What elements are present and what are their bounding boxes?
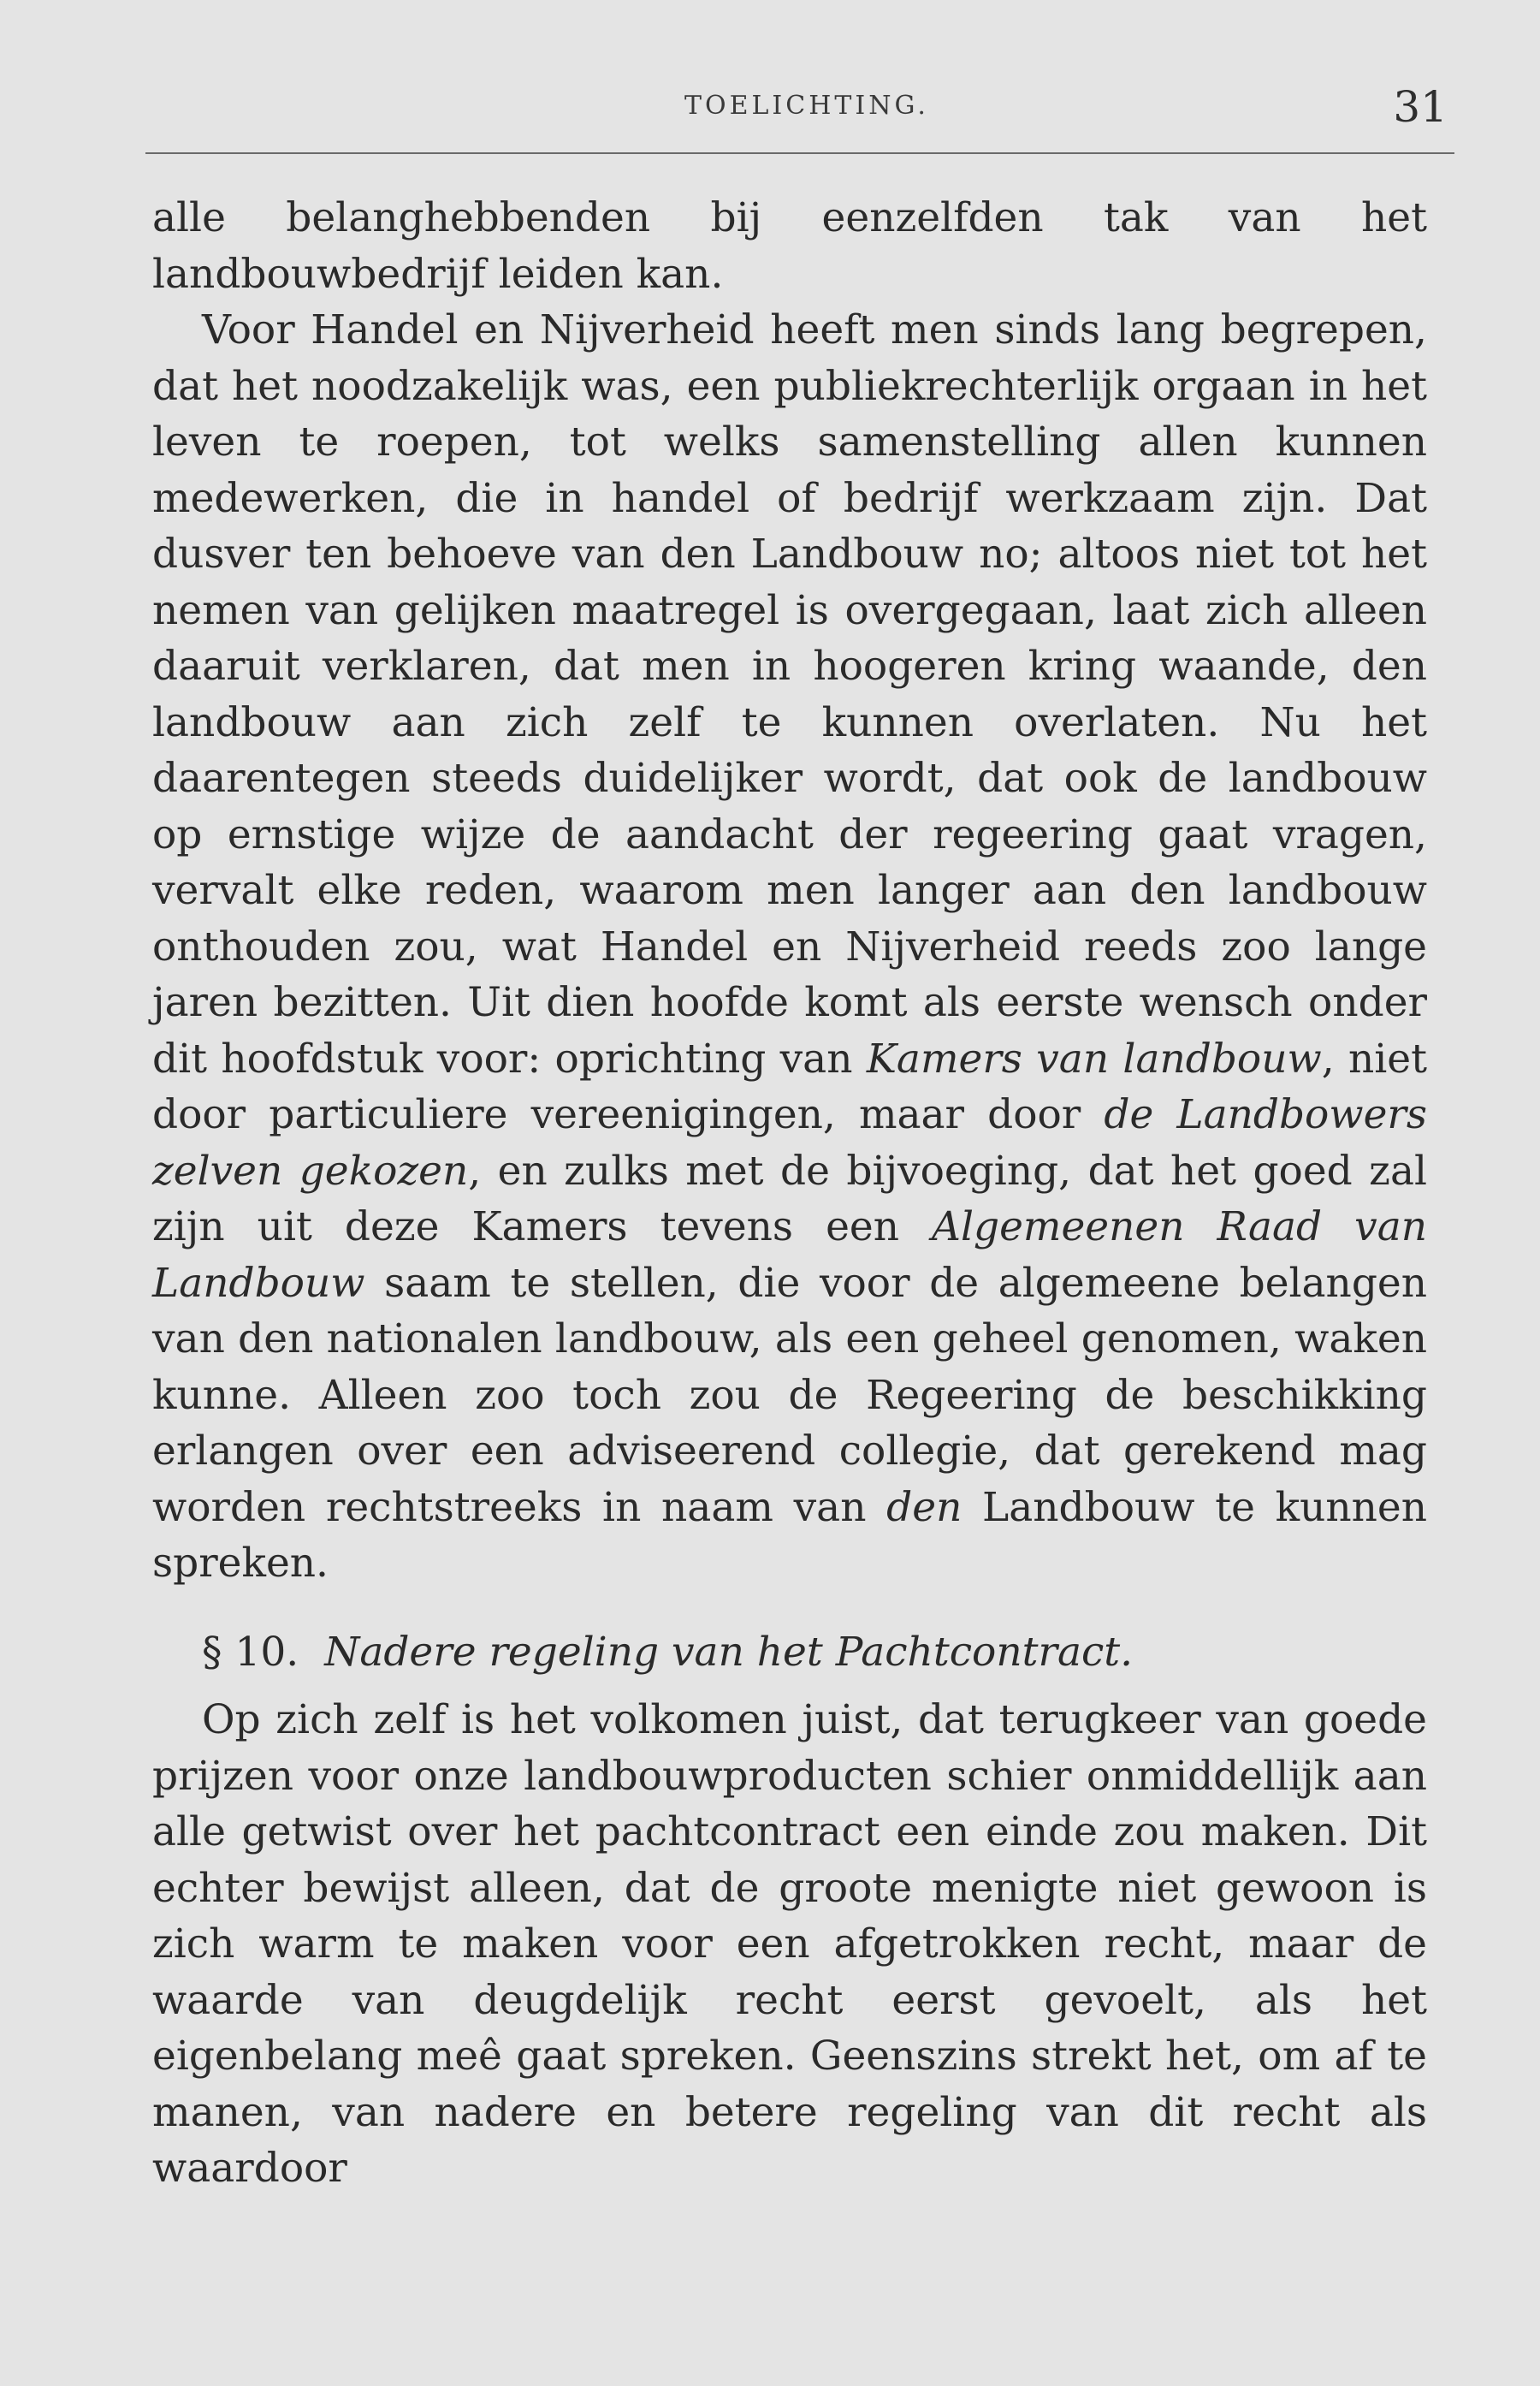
paragraph	[152, 190, 1427, 302]
running-title: TOELICHTING.	[684, 91, 929, 121]
section-title: Nadere regeling van het Pachtcontract.	[324, 1628, 1134, 1676]
header-rule	[145, 152, 1454, 154]
body-text	[152, 190, 1427, 2197]
text-segment: , en zulks met de bijvoeging, dat het goed zal zijn uit deze Kamers tevens een	[152, 1147, 1427, 1250]
italic-segment: Algemeenen Raad van Landbouw	[152, 1203, 1428, 1307]
paragraph	[152, 1692, 1427, 2197]
text-segment: , niet door particuliere vereenigingen, maar door	[152, 1035, 1427, 1138]
text-segment: saam te stellen, die voor de algemeene belangen van den nationalen landbouw, als een geheel genomen, waken kunne. Alleen zoo toch zou de Regeering de beschikking erlangen over een adviseerend collegie, dat gerekend mag worden rechtstreeks in naam van	[152, 1259, 1427, 1531]
section-number: § 10.	[202, 1628, 299, 1676]
italic-segment: Kamers van landbouw	[866, 1035, 1322, 1083]
page-header	[145, 82, 1454, 159]
page-number: 31	[1393, 82, 1448, 132]
text-segment: alle belanghebbenden bij eenzelfden tak van het landbouwbedrijf leiden kan.	[152, 194, 1427, 298]
text-segment: Op zich zelf is het volkomen juist, dat terugkeer van goede prijzen voor onze landbouwproducten schier onmiddellijk aan alle getwist over het pachtcontract een einde zou maken. Dit echter bewijst alleen, dat de groote menigte niet gewoon is zich warm te maken voor een afgetrokken recht, maar de waarde van deugdelijk recht eerst gevoelt, als het eigenbelang meê gaat spreken. Geenszins strekt het, om af te manen, van nadere en betere regeling van dit recht als waardoor	[152, 1696, 1427, 2192]
paragraph	[152, 302, 1427, 1592]
section-heading	[152, 1624, 1427, 1681]
italic-segment: de Landbowers zelven gekozen	[152, 1091, 1427, 1195]
text-segment: Voor Handel en Nijverheid heeft men sinds lang begrepen, dat het noodzakelijk was, een publiekrechterlijk orgaan in het leven te roepen, tot welks samenstelling allen kunnen medewerken, die in handel of bedrijf werkzaam zijn. Dat dusver ten behoeve van den Landbouw no; altoos niet tot het nemen van gelijken maatregel is overgegaan, laat zich alleen daaruit verklaren, dat men in hoogeren kring waande, den landbouw aan zich zelf te kunnen overlaten. Nu het daarentegen steeds duidelijker wordt, dat ook de landbouw op ernstige wijze de aandacht der regeering gaat vragen, vervalt elke reden, waarom men langer aan den landbouw onthouden zou, wat Handel en Nijverheid reeds zoo lange jaren bezitten. Uit dien hoofde komt als eerste wensch onder dit hoofdstuk voor: oprichting van	[152, 306, 1427, 1083]
text-segment: Landbouw te kunnen spreken.	[152, 1483, 1427, 1587]
italic-segment: den	[886, 1483, 962, 1531]
